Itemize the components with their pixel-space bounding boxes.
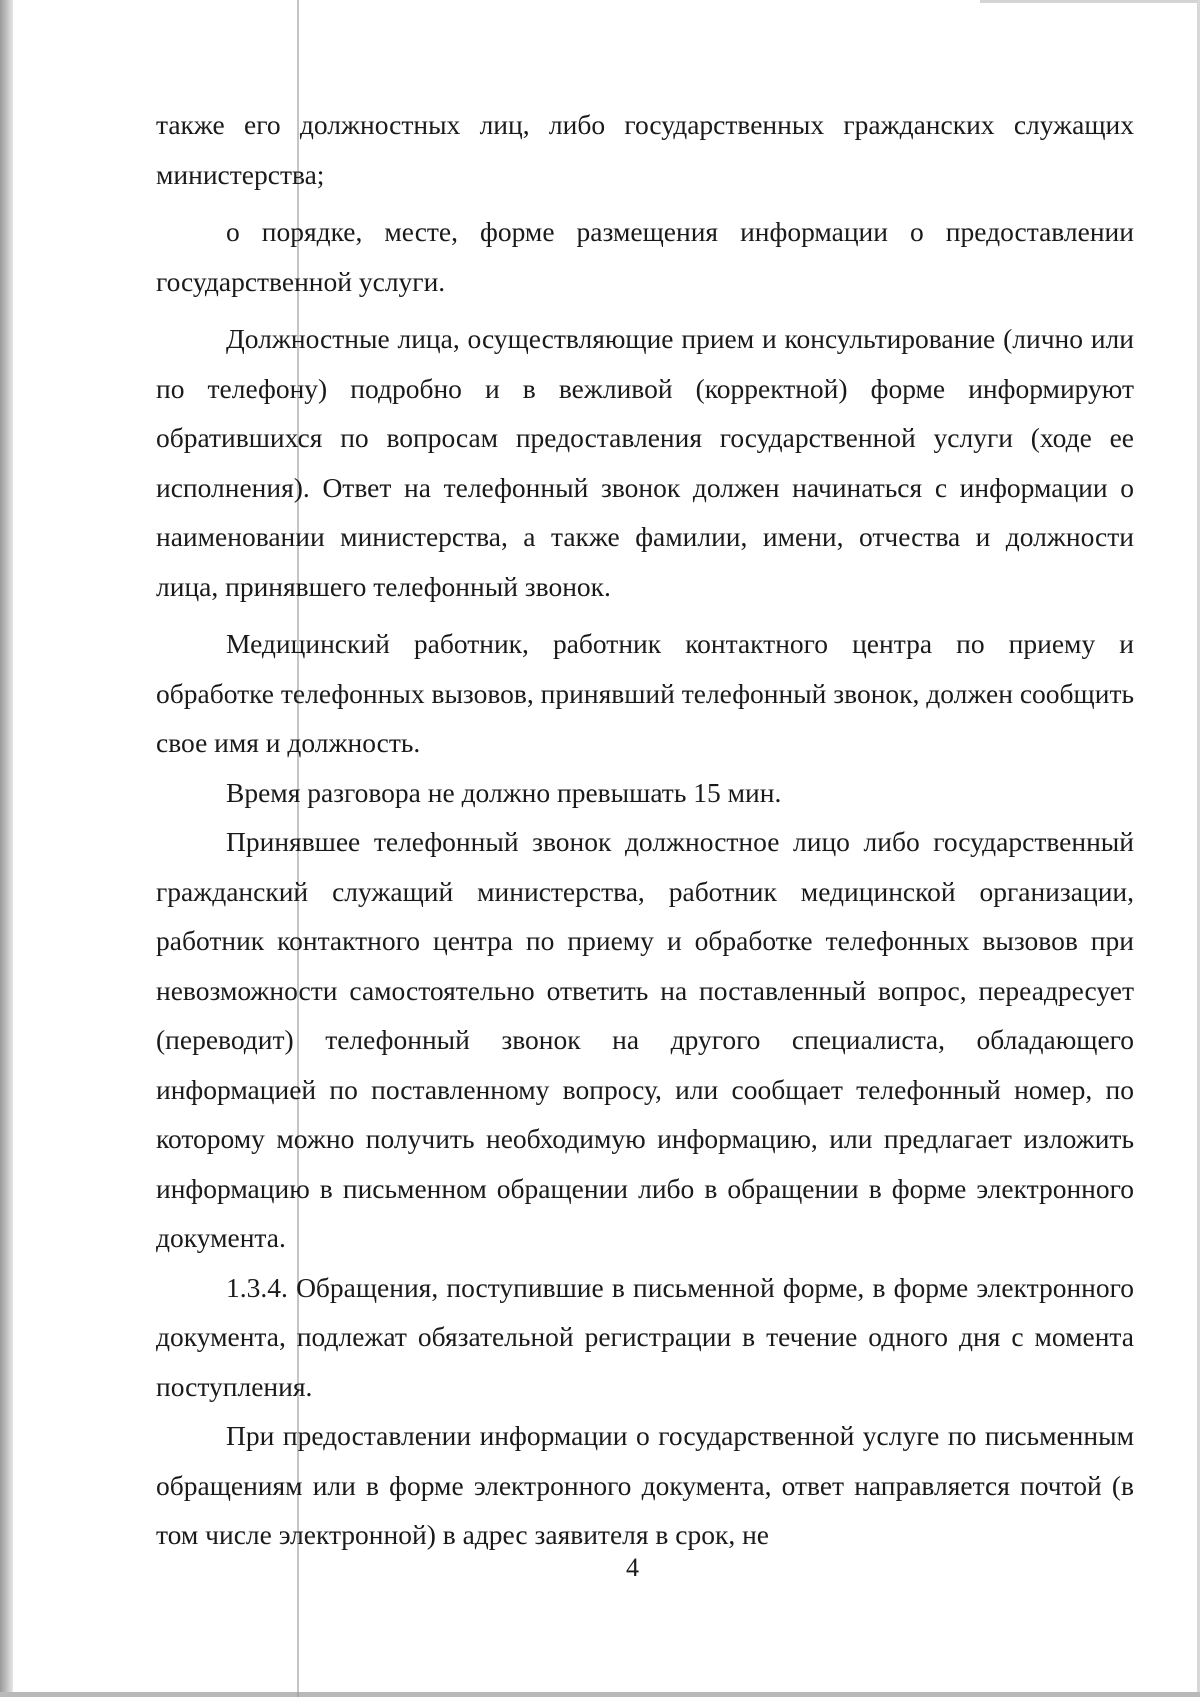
scan-shadow-top: [980, 0, 1200, 3]
paragraph-5: Время разговора не должно превышать 15 мин.: [226, 776, 782, 808]
paragraph-6: Принявшее телефонный звонок должностное лицо либо государственный гражданский служащий министерства, работник медицинской организации, работник контактного центра по приему и обработке телефонных вызовов при невозможности самостоятельно ответить на поставленный вопрос, переадресует (переводит) телефонный звонок на другого специалиста, обладающего информацией по поставленному вопросу, или сообщает телефонный номер, по которому можно получить необходимую информацию, или предлагает изложить информацию в письменном обращении либо в обращении в форме электронного документа.: [156, 826, 1134, 1253]
scan-shadow-bottom: [0, 1692, 1200, 1697]
document-body: [156, 100, 1134, 1560]
paragraph-3: Должностные лица, осуществляющие прием и консультирование (лично или по телефону) подробно и в вежливой (корректной) форме информируют обратившихся по вопросам предоставления государственной услуги (ходе ее исполнения). Ответ на телефонный звонок должен начинаться с информации о наименовании министерства, а также фамилии, имени, отчества и должности лица, принявшего телефонный звонок.: [156, 323, 1134, 602]
page-number: 4: [626, 1553, 639, 1582]
paragraph-4: Медицинский работник, работник контактного центра по приему и обработке телефонных вызовов, принявший телефонный звонок, должен сообщить свое имя и должность.: [156, 628, 1134, 758]
paragraph-1: также его должностных лиц, либо государственных гражданских служащих министерства;: [156, 109, 1134, 190]
paragraph-2: о порядке, месте, форме размещения информации о предоставлении государственной услуги.: [156, 216, 1134, 297]
paragraph-8: При предоставлении информации о государственной услуге по письменным обращениям или в форме электронного документа, ответ направляется почтой (в том числе электронной) в адрес заявителя в срок, не: [156, 1420, 1134, 1550]
paragraph-7: 1.3.4. Обращения, поступившие в письменной форме, в форме электронного документа, подлежат обязательной регистрации в течение одного дня с момента поступления.: [156, 1271, 1134, 1402]
scan-shadow-left: [0, 0, 13, 1697]
